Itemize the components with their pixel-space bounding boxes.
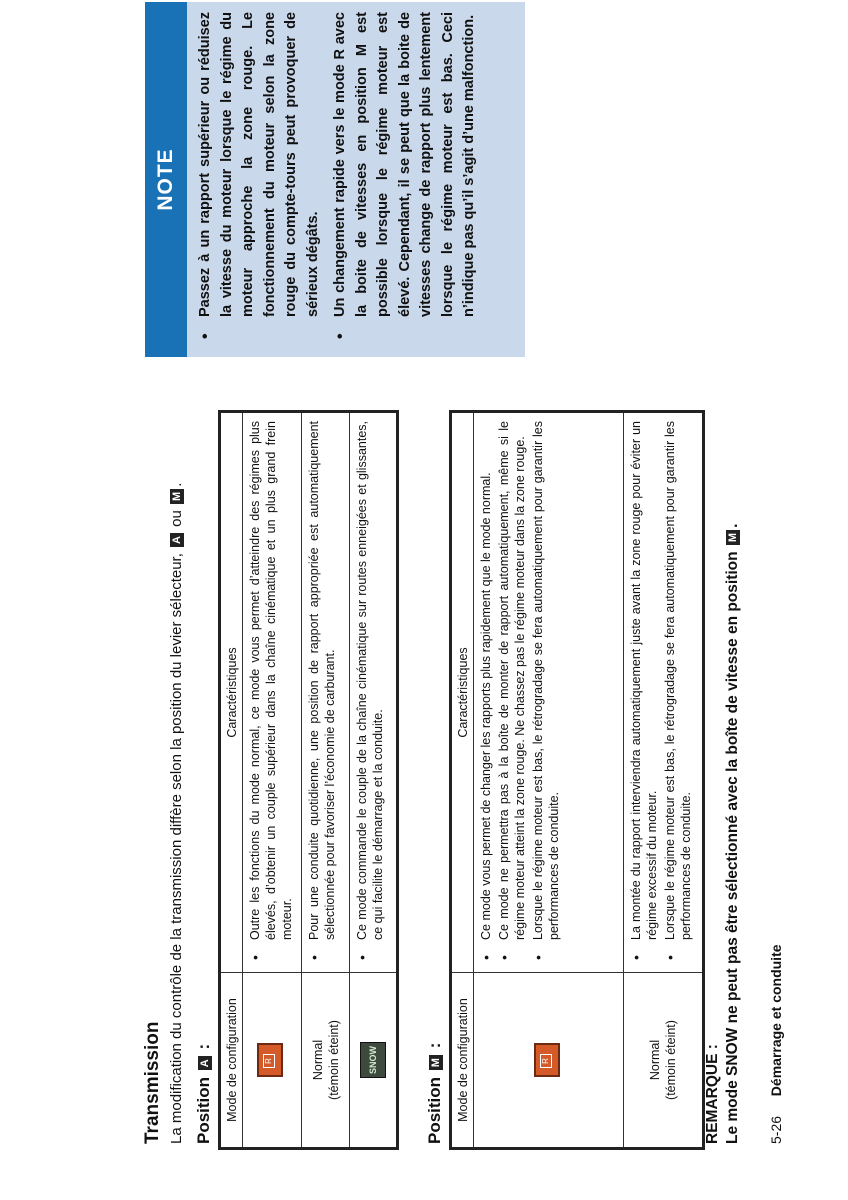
desc-cell bbox=[474, 412, 624, 973]
remark-text bbox=[724, 524, 742, 1144]
list-item: • Ce mode vous permet de changer les rapports plus rapidement que le mode normal. bbox=[478, 421, 494, 966]
position-a-table bbox=[218, 410, 399, 1150]
page-number: 5-26 bbox=[768, 1115, 784, 1144]
list-item: • Pour une conduite quotidienne, une position de rapport appropriée est automatiquement sélectionnée pour favoriser l’économie de carburant. bbox=[306, 421, 338, 966]
position-a-key: A bbox=[198, 1056, 212, 1070]
table-header-row bbox=[451, 412, 474, 1149]
mode-cell bbox=[350, 973, 398, 1149]
mode-cell: Normal (témoin éteint) bbox=[624, 973, 704, 1149]
snow-indicator-icon: SNOW bbox=[360, 1042, 386, 1078]
desc-cell bbox=[624, 412, 704, 973]
mode-cell bbox=[474, 973, 624, 1149]
note-item: • Passez à un rapport supérieur ou réduisez la vitesse du moteur lorsque le régime du moteur approche la zone rouge. Le fonctionnement du moteur selon la zone rouge du compte-tours peut provoquer de sérieux dégâts. bbox=[195, 12, 324, 347]
remark-sentence: Le mode SNOW ne peut pas être sélectionné avec la boîte de vitesse en position bbox=[724, 551, 741, 1144]
table-row bbox=[243, 412, 302, 1149]
mode-cell: Normal (témoin éteint) bbox=[302, 973, 350, 1149]
note-box bbox=[145, 2, 525, 357]
desc-cell bbox=[302, 412, 350, 973]
remark-end: . bbox=[724, 523, 741, 528]
key-m-badge: M bbox=[170, 489, 184, 504]
intro-end: . bbox=[168, 482, 185, 487]
header-mode: Mode de configuration bbox=[220, 973, 243, 1149]
key-a-badge: A bbox=[170, 533, 184, 547]
intro-or: ou bbox=[168, 510, 185, 527]
table-row bbox=[350, 412, 398, 1149]
desc-cell bbox=[243, 412, 302, 973]
position-m-table bbox=[449, 410, 705, 1150]
table-row bbox=[302, 412, 350, 1149]
r-indicator-icon: R bbox=[534, 1043, 560, 1077]
section-title: Transmission bbox=[142, 1021, 163, 1144]
header-mode: Mode de configuration bbox=[451, 973, 474, 1149]
chapter-title: Démarrage et conduite bbox=[768, 944, 784, 1097]
position-m-title bbox=[425, 1043, 445, 1144]
header-characteristics: Caractéristiques bbox=[451, 412, 474, 973]
position-a-label: Position bbox=[194, 1076, 213, 1144]
mode-cell bbox=[243, 973, 302, 1149]
list-item: • Lorsque le régime moteur est bas, le rétrogradage se fera automatiquement pour garantir les performances de conduite. bbox=[662, 421, 694, 966]
r-indicator-icon: R bbox=[257, 1043, 283, 1077]
note-item: • Un changement rapide vers le mode R avec la boite de vitesses en position M est possible lorsque le régime moteur est élevé. Cependant, il se peut que la boite de vitesses change de rapport plus lentement lorsque le régime moteur est bas. Ceci n’indique pas qu’il s’agit d’une malfonction. bbox=[330, 12, 481, 347]
note-body bbox=[187, 2, 481, 357]
header-characteristics: Caractéristiques bbox=[220, 412, 243, 973]
intro-text bbox=[168, 483, 185, 1144]
note-title: NOTE bbox=[145, 2, 187, 357]
table-row bbox=[474, 412, 624, 1149]
table-row bbox=[624, 412, 704, 1149]
list-item: • La montée du rapport interviendra automatiquement juste avant la zone rouge pour éviter un régime excessif du moteur. bbox=[628, 421, 660, 966]
list-item: • Outre les fonctions du mode normal, ce mode vous permet d’atteindre des régimes plus élevés, d’obtenir un couple supérieur dans la chaîne cinématique et un plus grand frein moteur. bbox=[247, 421, 295, 966]
list-item: • Ce mode ne permettra pas à la boîte de monter de rapport automatiquement, même si le régime moteur atteint la zone rouge. Ne chassez pas le régime moteur dans la zone rouge. bbox=[496, 421, 528, 966]
position-a-title bbox=[194, 1044, 214, 1144]
position-m-colon: : bbox=[425, 1042, 444, 1049]
page-footer bbox=[768, 944, 784, 1144]
list-item: • Ce mode commande le couple de la chaîne cinématique sur routes enneigées et glissantes, ce qui facilite le démarrage et la conduite. bbox=[354, 421, 386, 966]
intro-sentence: La modification du contrôle de la transmission diffère selon la position du levier sélecteur, bbox=[168, 553, 185, 1144]
list-item: • Lorsque le régime moteur est bas, le rétrogradage se fera automatiquement pour garantir les performances de conduite. bbox=[530, 421, 562, 966]
table-header-row bbox=[220, 412, 243, 1149]
position-a-colon: : bbox=[194, 1043, 213, 1050]
position-m-label: Position bbox=[425, 1076, 444, 1144]
remark-heading: REMARQUE : bbox=[704, 1044, 721, 1144]
desc-cell bbox=[350, 412, 398, 973]
position-m-key: M bbox=[429, 1055, 443, 1070]
remark-key: M bbox=[726, 530, 740, 545]
